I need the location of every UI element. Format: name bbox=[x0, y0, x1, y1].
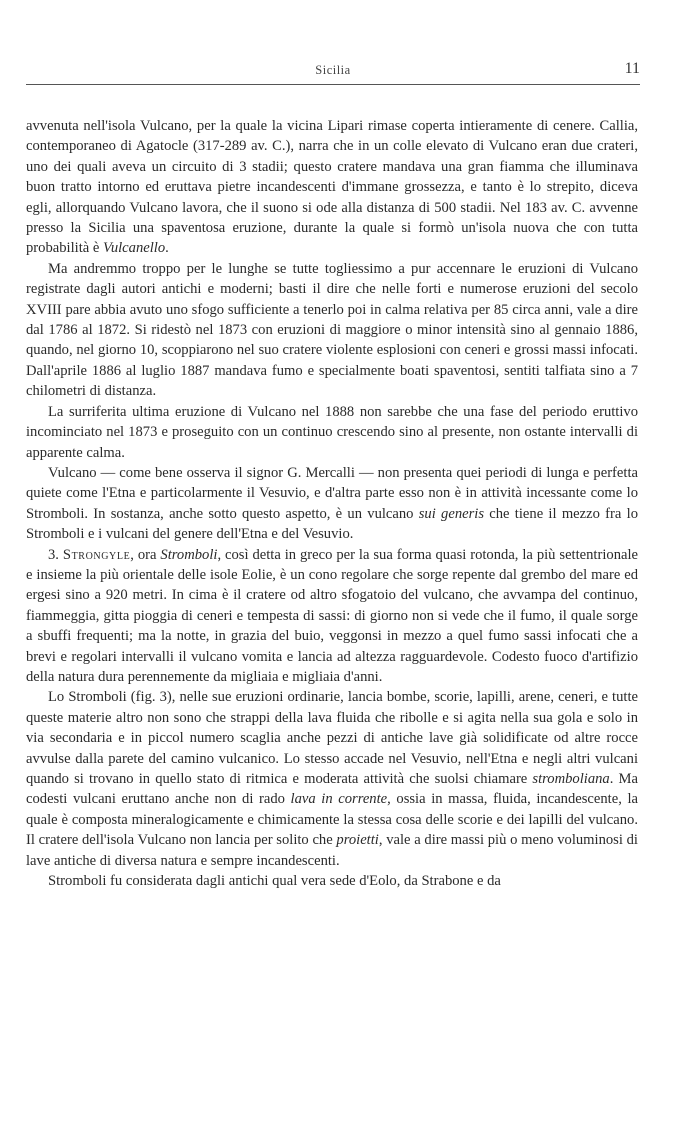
paragraph-end: . bbox=[165, 240, 169, 257]
page-number: 11 bbox=[624, 60, 640, 77]
paragraph-text: , ora bbox=[130, 546, 161, 563]
paragraph-text: . Ma codesti vulcani eruttano anche non di rado bbox=[26, 771, 638, 808]
page-header bbox=[26, 60, 640, 85]
paragraph bbox=[26, 259, 638, 402]
italic-term: proietti bbox=[336, 832, 379, 849]
running-title: Sicilia bbox=[315, 63, 351, 77]
italic-term: Stromboli bbox=[160, 546, 218, 563]
paragraph-text: , così detta in greco per la sua forma quasi rotonda, la più settentrionale e insieme la più orientale delle isole Eolie, è un cono regolare che sorge repente dal grembo del mare ed ergesi sino a 920 metri. In cima è il cratere od altro sfogatoio del vulcano, che avvampa del continuo, fiammeggia, gitta pioggia di ceneri e tempesta di sassi: di giorno non si vede che il fumo, il quale sorge a sbuffi frequenti; ma la notte, in grazia del buio, veggonsi in mezzo a quel fumo sassi infocati che a brevi e regolari intervalli il vulcano vomita e lancia ad altezza ragguardevole. Codesto fuoco d'artifizio della natura dura perennemente da migliaia e migliaia d'anni. bbox=[26, 546, 639, 685]
paragraph-text: La surriferita ultima eruzione di Vulcano nel 1888 non sarebbe che una fase del periodo eruttivo incominciato nel 1873 e proseguito con un continuo crescendo sino al presente, non ostante intervalli di apparente calma. bbox=[26, 403, 638, 461]
italic-term: lava in corrente bbox=[290, 791, 388, 808]
section-number: 3. bbox=[48, 546, 63, 563]
paragraph-text: Vulcano — come bene osserva il signor G. Mercalli — non presenta quei periodi di lunga e perfetta quiete come l'Etna e particolarmente il Vesuvio, e d'altra parte esso non è in attività incessante come lo Stromboli. In sostanza, anche sotto questo aspetto, è un vulcano bbox=[26, 464, 638, 522]
paragraph-text: che tiene il mezzo fra lo Stromboli e i vulcani del genere dell'Etna e del Vesuvio. bbox=[26, 505, 638, 543]
paragraph-text: Ma andremmo troppo per le lunghe se tutte togliessimo a pur accennare le eruzioni di Vulcano registrate dagli autori antichi e moderni; basti il dire che nelle forti e numerose eruzioni del secolo XVIII pare abbia avuto uno sfogo sufficiente a tenerlo poi in calma relativa per 85 circa anni, vale a dire dal 1786 al 1872. Si ridestò nel 1873 con eruzioni di maggiore o minor intensità sino al gennaio 1886, quando, nel giorno 10, scoppiarono nel suo cratere violente esplosioni con ceneri e grossi massi infocati. Dall'aprile 1886 al luglio 1887 mandava fumo e specialmente boati spaventosi, sentiti talfiata sino a 7 chilometri di distanza. bbox=[26, 260, 638, 400]
paragraph-text: avvenuta nell'isola Vulcano, per la quale la vicina Lipari rimase coperta intieramente di cenere. Callia, contemporaneo di Agatocle (317-289 av. C.), narra che in un colle elevato di Vulcano eran due crateri, uno dei quali aveva un circuito di 3 stadii; questo cratere mandava una gran fiamma che illuminava buon tratto intorno ed eruttava pietre incandescenti d'immane grossezza, e tanto è lo strepito, diceva egli, allorquando Vulcano lavora, che il suono si ode alla distanza di 500 stadii. Nel 183 av. C. avvenne presso la Sicilia una spaventosa eruzione, durante la quale si formò un'isola nuova che con tutta probabilità è bbox=[26, 118, 638, 257]
paragraph bbox=[26, 871, 638, 891]
paragraph bbox=[26, 463, 638, 545]
body-text bbox=[26, 116, 638, 891]
paragraph bbox=[26, 402, 638, 463]
paragraph-text: , vale a dire massi più o meno voluminosi di lave antiche di diversa natura e sempre incandescenti. bbox=[26, 832, 638, 869]
section-heading: Strongyle bbox=[62, 546, 131, 563]
italic-term: Vulcanello bbox=[103, 240, 166, 257]
paragraph bbox=[26, 545, 638, 688]
paragraph bbox=[26, 687, 638, 871]
paragraph bbox=[26, 116, 638, 259]
paragraph-text: Stromboli fu considerata dagli antichi qual vera sede d'Eolo, da Strabone e da bbox=[48, 873, 501, 890]
paragraph-text: , ossia in massa, fluida, incandescente, la quale è composta mineralogicamente e chimicamente la stessa cosa delle scorie e dei lapilli del vulcano. Il cratere dell'isola Vulcano non lancia per solito che bbox=[26, 791, 638, 849]
italic-term: sui generis bbox=[418, 505, 485, 522]
paragraph-text: Lo Stromboli (fig. 3), nelle sue eruzioni ordinarie, lancia bombe, scorie, lapilli, arene, ceneri, e tutte queste materie altro non sono che strappi della lava fluida che ribolle e si agita nella sua gola e solo in via secondaria e in piccol numero scaglia anche pezzi di antiche lave già solidificate od altre rocce avvulse dalla parete del camino vulcanico. Lo stesso accade nel Vesuvio, nell'Etna e negli altri vulcani quando si trovano in quello stato di ritmica e moderata attività che suolsi chiamare bbox=[26, 689, 638, 787]
italic-term: stromboliana bbox=[532, 771, 610, 787]
